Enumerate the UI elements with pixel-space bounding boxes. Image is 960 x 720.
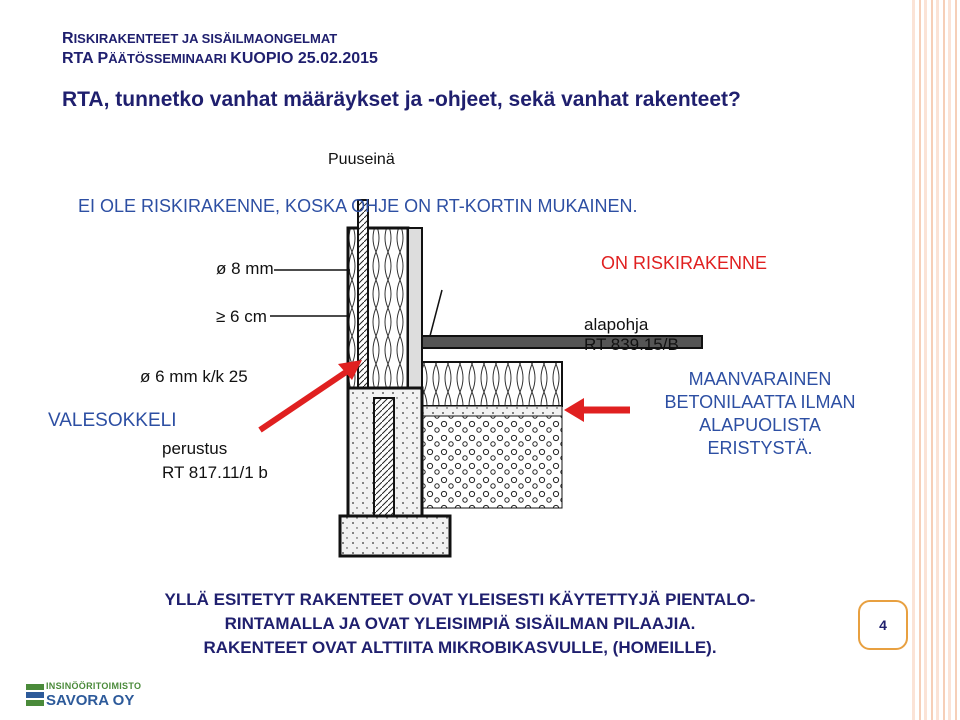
gravel-fill <box>422 416 562 508</box>
valesokkeli-label: VALESOKKELI <box>48 410 177 431</box>
page-number: 4 <box>858 600 908 650</box>
logo-mark-icon <box>26 684 44 706</box>
header-line-1: RISKIRAKENTEET JA SISÄILMAONGELMAT <box>62 30 338 47</box>
svg-text:perustus: perustus <box>162 439 228 458</box>
header-line-2: RTA PÄÄTÖSSEMINAARI KUOPIO 25.02.2015 <box>62 50 378 67</box>
is-risk-note: ON RISKIRAKENNE <box>601 253 768 273</box>
svg-text:ø 8 mm: ø 8 mm <box>216 259 274 278</box>
decorative-stripes <box>912 0 960 720</box>
slide-title: RTA, tunnetko vanhat määräykset ja -ohjeet, sekä vanhat rakenteet? <box>62 88 741 111</box>
svg-text:RT 839.15/B: RT 839.15/B <box>584 335 679 354</box>
arrow-valesokkeli <box>260 368 352 430</box>
bottom-summary: YLLÄ ESITETYT RAKENTEET OVAT YLEISESTI KÄYTETTYJÄ PIENTALO- RINTAMALLA JA OVAT YLEISIMPIÄ SISÄILMAN PILAAJIA. RAKENTEET OVAT ALTTIITA MIKROBIKASVULLE, (HOMEILLE). <box>164 590 756 657</box>
slab-note: MAANVARAINEN BETONILAATTA ILMAN ALAPUOLISTA ERISTYSTÄ. <box>664 369 856 458</box>
floor-insulation <box>422 362 562 406</box>
svg-text:≥ 6 cm: ≥ 6 cm <box>216 307 267 326</box>
not-risk-note: EI OLE RISKIRAKENNE, KOSKA OHJE ON RT-KORTIN MUKAINEN. <box>78 196 638 216</box>
svg-text:ø 6 mm k/k 25: ø 6 mm k/k 25 <box>140 367 248 386</box>
svg-text:alapohja: alapohja <box>584 315 649 334</box>
svg-text:RT 817.11/1 b: RT 817.11/1 b <box>162 463 268 482</box>
svg-text:Puuseinä: Puuseinä <box>328 151 395 168</box>
company-logo: INSINÖÖRITOIMISTO SAVORA OY <box>26 680 146 712</box>
